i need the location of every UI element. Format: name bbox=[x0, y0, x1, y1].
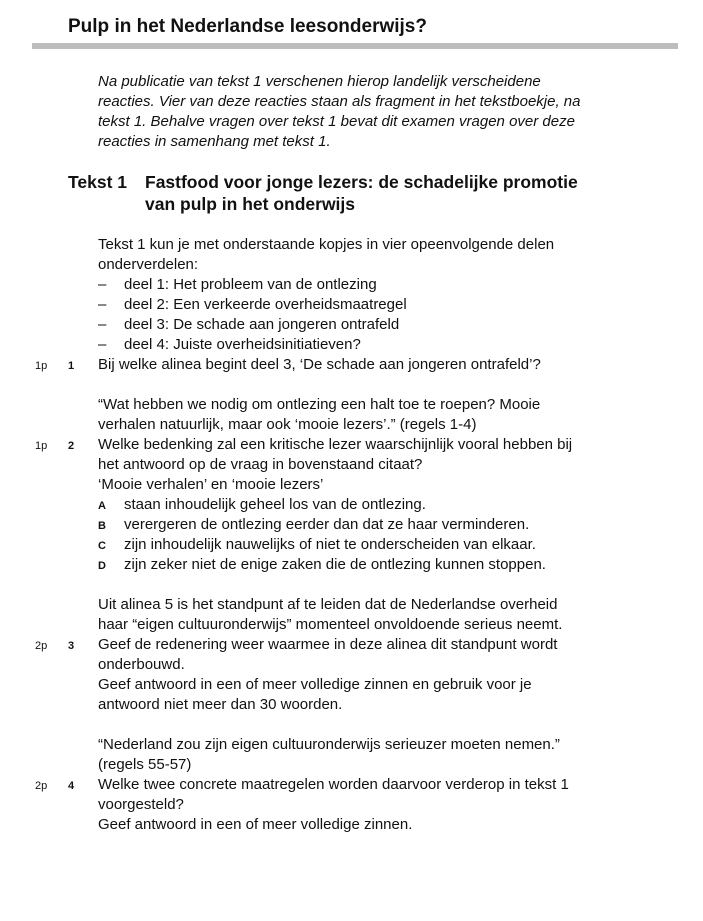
title-divider bbox=[32, 43, 678, 49]
list-dash: – bbox=[98, 316, 107, 333]
intro-line: reacties. Vier van deze reacties staan als fragment in het tekstboekje, na bbox=[98, 93, 581, 110]
question-text: Bij welke alinea begint deel 3, ‘De schade aan jongeren ontrafeld’? bbox=[98, 356, 541, 373]
question-number: 2 bbox=[68, 440, 75, 452]
question-context: verhalen natuurlijk, maar ook ‘mooie lezers’.” (regels 1-4) bbox=[98, 416, 477, 433]
question-text: Geef antwoord in een of meer volledige zinnen. bbox=[98, 816, 413, 833]
option-letter: A bbox=[98, 500, 106, 512]
list-dash: – bbox=[98, 336, 107, 353]
list-item: deel 4: Juiste overheidsinitiatieven? bbox=[124, 336, 361, 353]
option-letter: C bbox=[98, 540, 106, 552]
question-text: onderbouwd. bbox=[98, 656, 185, 673]
question-number: 3 bbox=[68, 640, 75, 652]
list-item: deel 2: Een verkeerde overheidsmaatregel bbox=[124, 296, 407, 313]
question-number: 1 bbox=[68, 360, 75, 372]
structure-line: Tekst 1 kun je met onderstaande kopjes in vier opeenvolgende delen bbox=[98, 236, 555, 253]
answer-option: staan inhoudelijk geheel los van de ontlezing. bbox=[124, 496, 426, 513]
question-text: Geef antwoord in een of meer volledige zinnen en gebruik voor je bbox=[98, 676, 532, 693]
option-letter: B bbox=[98, 520, 106, 532]
list-dash: – bbox=[98, 276, 107, 293]
option-letter: D bbox=[98, 560, 106, 572]
question-text: voorgesteld? bbox=[98, 796, 184, 813]
question-text: Welke twee concrete maatregelen worden daarvoor verderop in tekst 1 bbox=[98, 776, 569, 793]
question-number: 4 bbox=[68, 780, 75, 792]
intro-line: tekst 1. Behalve vragen over tekst 1 bevat dit examen vragen over deze bbox=[98, 113, 575, 130]
question-text: Geef de redenering weer waarmee in deze alinea dit standpunt wordt bbox=[98, 636, 558, 653]
question-context: Uit alinea 5 is het standpunt af te leiden dat de Nederlandse overheid bbox=[98, 596, 558, 613]
structure-line: onderverdelen: bbox=[98, 256, 199, 273]
list-dash: – bbox=[98, 296, 107, 313]
question-points: 1p bbox=[35, 440, 48, 452]
page-title: Pulp in het Nederlandse leesonderwijs? bbox=[68, 16, 427, 37]
list-item: deel 1: Het probleem van de ontlezing bbox=[124, 276, 377, 293]
intro-line: reacties in samenhang met tekst 1. bbox=[98, 133, 331, 150]
question-context: (regels 55-57) bbox=[98, 756, 192, 773]
question-context: “Nederland zou zijn eigen cultuuronderwijs serieuzer moeten nemen.” bbox=[98, 736, 560, 753]
question-context: haar “eigen cultuuronderwijs” momenteel onvoldoende serieus neemt. bbox=[98, 616, 563, 633]
tekst-title-line: van pulp in het onderwijs bbox=[145, 194, 356, 214]
question-text: het antwoord op de vraag in bovenstaand citaat? bbox=[98, 456, 423, 473]
answer-option: zijn zeker niet de enige zaken die de ontlezing kunnen stoppen. bbox=[124, 556, 546, 573]
answer-option: zijn inhoudelijk nauwelijks of niet te onderscheiden van elkaar. bbox=[124, 536, 536, 553]
answer-option: verergeren de ontlezing eerder dan dat ze haar verminderen. bbox=[124, 516, 530, 533]
question-text: Welke bedenking zal een kritische lezer waarschijnlijk vooral hebben bij bbox=[98, 436, 573, 453]
tekst-title-line: Fastfood voor jonge lezers: de schadelijke promotie bbox=[145, 172, 578, 192]
question-text: ‘Mooie verhalen’ en ‘mooie lezers’ bbox=[98, 476, 324, 493]
question-context: “Wat hebben we nodig om ontlezing een halt toe te roepen? Mooie bbox=[98, 396, 541, 413]
question-points: 2p bbox=[35, 780, 48, 792]
question-points: 2p bbox=[35, 640, 48, 652]
intro-line: Na publicatie van tekst 1 verschenen hierop landelijk verscheidene bbox=[98, 73, 541, 90]
list-item: deel 3: De schade aan jongeren ontrafeld bbox=[124, 316, 400, 333]
question-points: 1p bbox=[35, 360, 48, 372]
tekst-label: Tekst 1 bbox=[68, 172, 128, 192]
question-text: antwoord niet meer dan 30 woorden. bbox=[98, 696, 343, 713]
